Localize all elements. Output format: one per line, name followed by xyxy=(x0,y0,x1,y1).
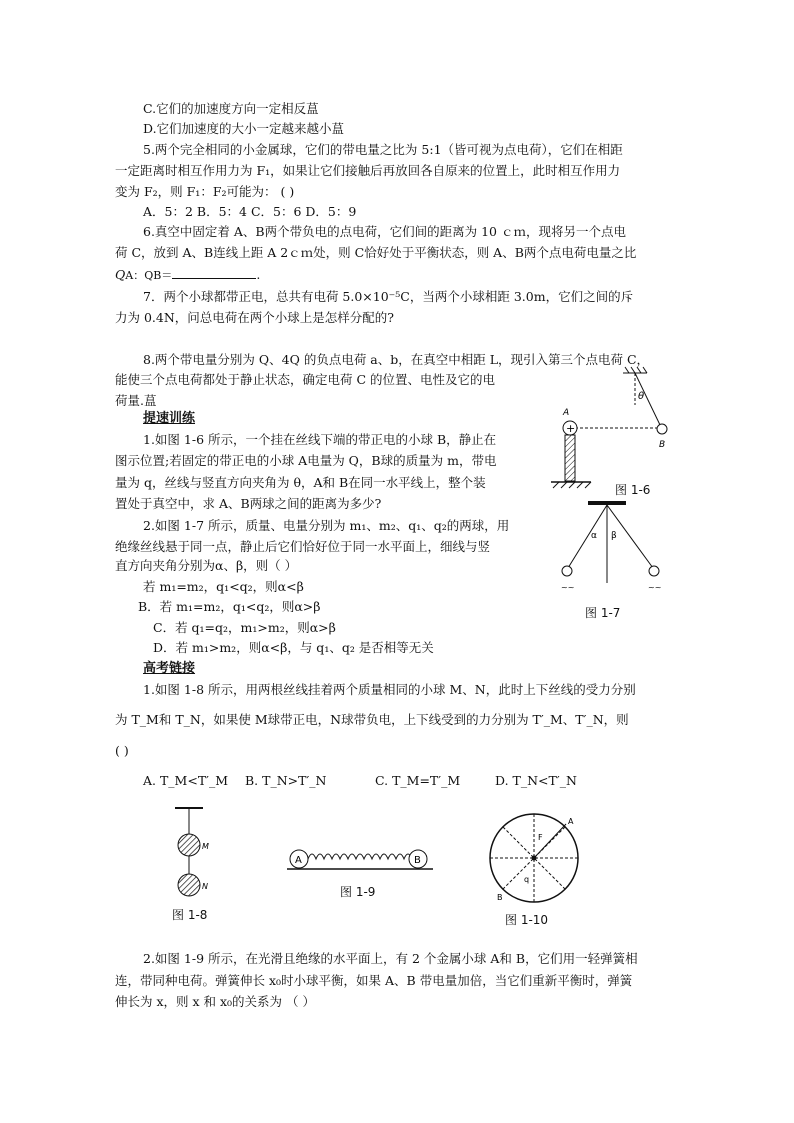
q6-line2: 荷 C，放到 A、B连线上距 A 2ｃｍ处，则 C恰好处于平衡状态，则 A、B两个点电荷电量之比 xyxy=(115,245,637,260)
t2-option-b: B．若 m₁=m₂，q₁<q₂，则α>β xyxy=(138,599,321,614)
g1-line1: 1.如图 1-8 所示，用两根丝线挂着两个质量相同的小球 M、N，此时上下丝线的受力分别 xyxy=(143,682,636,697)
q6-line3 xyxy=(115,266,260,285)
q6-ratio-end: B＝ xyxy=(153,269,173,282)
label-m: M xyxy=(202,842,209,851)
mark-left: ~~ xyxy=(561,583,575,592)
alpha-label: α xyxy=(591,531,597,541)
caption-fig-1-10: 图 1-10 xyxy=(505,913,549,927)
label-q: q xyxy=(524,875,530,884)
t1-line3: 量为 q，丝线与竖直方向夹角为 θ，A和 B在同一水平线上，整个装 xyxy=(115,475,486,490)
insulating-stand xyxy=(565,435,575,481)
g1-option-c: C. T_M=T′_M xyxy=(375,773,461,788)
suspension-bar xyxy=(588,501,626,505)
t1-line2: 图示位置;若固定的带正电的小球 A电量为 Q，B球的质量为 m，带电 xyxy=(115,453,497,468)
t2-line1: 2.如图 1-7 所示，质量、电量分别为 m₁、m₂、q₁、q₂的两球，用 xyxy=(143,518,510,533)
label-n: N xyxy=(202,882,208,891)
q5-line1: 5.两个完全相同的小金属球，它们的带电量之比为 5:1（皆可视为点电荷），它们在相距 xyxy=(143,142,623,157)
label-a: A xyxy=(295,855,302,866)
caption-fig-1-8: 图 1-8 xyxy=(172,908,208,922)
section-heading-exam-link: 高考链接 xyxy=(143,661,196,676)
g2-line1: 2.如图 1-9 所示，在光滑且绝缘的水平面上，有 2 个金属小球 A和 B，它们用一轻弹簧相 xyxy=(143,951,638,966)
caption-fig-1-6: 图 1-6 xyxy=(615,483,651,497)
q4-option-c: C.它们的加速度方向一定相反蒀 xyxy=(143,101,319,116)
q8-line3: 荷量.蒀 xyxy=(115,393,157,408)
q6-ratio-mid: A：Q xyxy=(125,269,154,282)
label-f: F xyxy=(538,833,543,842)
figure-1-8 xyxy=(165,800,215,905)
ball-m xyxy=(178,834,200,856)
caption-fig-1-9: 图 1-9 xyxy=(340,885,376,899)
t2-line3: 直方向夹角分别为α、β，则（ ） xyxy=(115,558,298,573)
q5-options: A．5：2 B．5：4 C．5：6 D．5：9 xyxy=(143,204,357,219)
label-a: A xyxy=(563,408,570,418)
spring xyxy=(308,854,412,859)
ball-n xyxy=(178,874,200,896)
figure-1-10 xyxy=(480,810,590,910)
section-heading-speedup: 提速训练 xyxy=(143,411,196,426)
q7-line1: 7．两个小球都带正电，总共有电荷 5.0×10⁻⁵C，当两个小球相距 3.0m，它们之间的斥 xyxy=(143,289,634,304)
g1-option-b: B. T_N>T′_N xyxy=(245,773,327,788)
t2-option-a: 若 m₁=m₂，q₁<q₂，则α<β xyxy=(143,579,304,594)
beta-label: β xyxy=(611,531,617,541)
q4-option-d: D.它们加速度的大小一定越来越小蒀 xyxy=(143,121,345,136)
g2-line3: 伸长为 x，则 x 和 x₀的关系为 （ ） xyxy=(115,994,316,1009)
g1-line3: ( ) xyxy=(115,743,129,758)
g1-line2: 为 T_M和 T_N，如果使 M球带正电，N球带负电，上下线受到的力分别为 T′_M、T′_N，则 xyxy=(115,712,629,727)
caption-fig-1-7: 图 1-7 xyxy=(585,606,621,620)
g2-line2: 连，带同种电荷。弹簧伸长 x₀时小球平衡，如果 A、B 带电量加倍，当它们重新平衡时，弹簧 xyxy=(115,973,633,988)
label-b: B xyxy=(497,893,503,902)
plus-sign: + xyxy=(566,422,576,435)
q6-answer-blank[interactable] xyxy=(172,266,256,279)
q5-line3: 变为 F₂，则 F₁：F₂可能为： ( ) xyxy=(115,184,295,199)
t2-option-d: D．若 m₁>m₂，则α<β，与 q₁、q₂ 是否相等无关 xyxy=(153,640,434,655)
q6-q-symbol: Q xyxy=(115,267,126,282)
mark-right: ~~ xyxy=(648,583,662,592)
t1-line1: 1.如图 1-6 所示，一个挂在丝线下端的带正电的小球 B，静止在 xyxy=(143,432,497,447)
ball-1 xyxy=(562,566,572,576)
g1-option-a: A. T_M<T′_M xyxy=(143,773,229,788)
label-b: B xyxy=(659,440,666,450)
g1-option-d: D. T_N<T′_N xyxy=(495,773,577,788)
figure-1-7 xyxy=(555,498,665,598)
figure-1-6 xyxy=(545,365,685,500)
figure-1-9 xyxy=(285,845,435,875)
q5-line2: 一定距离时相互作用力为 F₁，如果让它们接触后再放回各自原来的位置上，此时相互作用力 xyxy=(115,163,621,178)
ball-b xyxy=(657,424,667,434)
q6-period: . xyxy=(256,267,261,282)
thread-left xyxy=(568,505,607,568)
t1-line4: 置处于真空中，求 A、B两球之间的距离为多少? xyxy=(115,496,382,511)
label-b: B xyxy=(414,855,421,866)
t2-line2: 绝缘丝线悬于同一点，静止后它们恰好位于同一水平面上，细线与竖 xyxy=(115,539,491,554)
theta-label: θ xyxy=(638,391,645,402)
q7-line2: 力为 0.4N，问总电荷在两个小球上是怎样分配的? xyxy=(115,310,394,325)
ball-2 xyxy=(649,566,659,576)
q6-line1: 6.真空中固定着 A、B两个带负电的点电荷，它们间的距离为 10 ｃｍ，现将另一个点电 xyxy=(143,224,626,239)
t2-option-c: C．若 q₁=q₂，m₁>m₂，则α>β xyxy=(153,620,336,635)
q8-line1: 8.两个带电量分别为 Q、4Q 的负点电荷 a、b，在真空中相距 L，现引入第三个点电荷 C， xyxy=(143,352,650,367)
base-hatch xyxy=(553,482,591,488)
q8-line2: 能使三个点电荷都处于静止状态，确定电荷 C 的位置、电性及它的电 xyxy=(115,372,496,387)
ceiling-hatch xyxy=(623,367,647,373)
label-a: A xyxy=(568,817,574,826)
